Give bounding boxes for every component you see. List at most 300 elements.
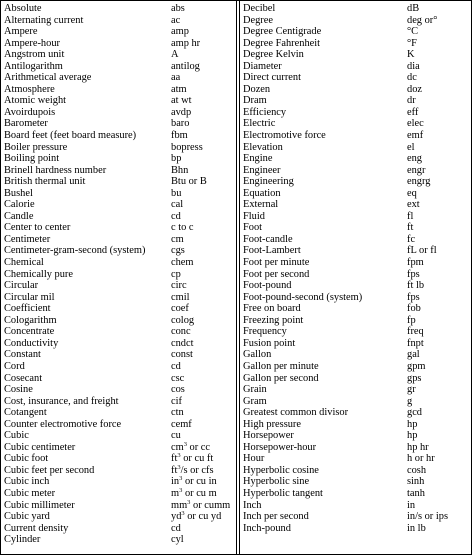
abbreviation-base: antilog <box>171 60 200 72</box>
term-label: Cubic millimeter <box>4 499 75 511</box>
abbreviation-tail: or cu m <box>182 487 217 499</box>
abbreviation-base: dB <box>407 3 420 14</box>
term-label: Horsepower-hour <box>243 441 317 453</box>
table-row <box>1 245 236 257</box>
table-row <box>1 373 236 385</box>
table-row <box>240 442 471 454</box>
table-row <box>1 326 236 338</box>
abbreviation-base: mm <box>171 499 188 511</box>
table-row <box>240 407 471 419</box>
term-label: Cord <box>4 360 25 372</box>
abbreviation <box>171 373 184 385</box>
abbreviation-base: eff <box>407 106 419 118</box>
abbreviation-tail: or cc <box>186 441 211 453</box>
term-label: Concentrate <box>4 326 55 338</box>
term-label: Antilogarithm <box>4 60 63 72</box>
abbreviation-base: m <box>171 487 180 499</box>
abbreviation-base: °F <box>407 37 417 49</box>
table-row <box>1 176 236 188</box>
term-label: Grain <box>243 384 267 396</box>
table-row <box>240 373 471 385</box>
abbreviation <box>171 511 221 523</box>
term-label: Gallon <box>243 349 272 361</box>
abbreviation-base: atm <box>171 83 187 95</box>
term-label: Efficiency <box>243 106 287 118</box>
abbreviation-base: engr <box>407 164 426 176</box>
abbreviation-base: gal <box>407 349 420 361</box>
term-label: Degree Fahrenheit <box>243 37 321 49</box>
abbreviation-base: ft <box>171 453 178 465</box>
term-label: Calorie <box>4 199 35 211</box>
term-label: Foot-pound-second (system) <box>243 291 363 303</box>
term-label: Cubic yard <box>4 511 50 523</box>
table-row <box>1 61 236 73</box>
abbreviation-base: gr <box>407 384 416 396</box>
table-row <box>1 84 236 96</box>
abbreviation <box>407 315 416 327</box>
abbreviation <box>171 130 188 142</box>
abbreviation <box>407 476 424 488</box>
abbreviation <box>407 488 425 500</box>
abbreviation-base: fbm <box>171 130 188 142</box>
abbreviation <box>407 222 413 234</box>
abbreviation-base: emf <box>407 130 424 142</box>
abbreviation <box>171 107 191 119</box>
abbreviation-base: fob <box>407 303 421 315</box>
abbreviation-base: bp <box>171 153 182 165</box>
term-label: Cubic centimeter <box>4 441 76 453</box>
abbreviation <box>407 500 415 512</box>
abbreviation-tail: /s or cfs <box>180 464 214 476</box>
abbreviation-base: cp <box>171 268 181 280</box>
term-label: Elevation <box>243 141 283 153</box>
table-row <box>1 442 236 454</box>
abbreviation-exponent: 3 <box>187 498 191 506</box>
term-label: Counter electromotive force <box>4 418 122 430</box>
term-label: Gram <box>243 395 267 407</box>
term-label: Hour <box>243 453 265 465</box>
abbreviation-base: ft <box>407 222 414 234</box>
abbreviation-exponent: 3 <box>179 475 183 483</box>
abbreviation <box>171 3 185 15</box>
term-label: Circular mil <box>4 291 55 303</box>
term-label: Hyperbolic cosine <box>243 464 319 476</box>
table-row <box>240 15 471 27</box>
term-label: Horsepower <box>243 430 294 442</box>
abbreviation <box>171 315 194 327</box>
term-label: Freezing point <box>243 314 304 326</box>
abbreviation <box>407 442 429 454</box>
abbreviation <box>171 245 185 257</box>
term-label: Direct current <box>243 72 301 84</box>
abbreviation <box>407 95 416 107</box>
abbreviation-base: const <box>171 349 193 361</box>
abbreviation <box>171 26 189 38</box>
term-label: Avoirdupois <box>4 106 56 118</box>
term-label: Foot-Lambert <box>243 245 301 257</box>
abbreviation-base: in/s or ips <box>407 511 448 523</box>
term-label: Hyperbolic sine <box>243 476 310 488</box>
term-label: Gallon per minute <box>243 360 319 372</box>
term-label: Electric <box>243 118 276 130</box>
table-row <box>240 500 471 512</box>
abbreviation <box>171 234 184 246</box>
abbreviation-base: circ <box>171 280 187 292</box>
abbreviation <box>171 211 181 223</box>
abbreviation <box>407 153 422 165</box>
table-row <box>1 107 236 119</box>
abbreviation-base: avdp <box>171 106 192 118</box>
table-row <box>240 61 471 73</box>
abbreviation-base: cd <box>171 210 181 222</box>
term-label: Frequency <box>243 326 287 338</box>
term-label: Equation <box>243 187 281 199</box>
abbreviation-base: engrg <box>407 176 431 188</box>
abbreviation-base: cmil <box>171 291 190 303</box>
abbreviation-base: h or hr <box>407 453 435 465</box>
table-row <box>240 84 471 96</box>
abbreviation <box>407 453 435 465</box>
term-label: Boiler pressure <box>4 141 68 153</box>
table-row <box>240 188 471 200</box>
abbreviation-base: cyl <box>171 534 184 546</box>
abbreviation <box>407 142 415 154</box>
abbreviation <box>171 534 184 546</box>
term-label: Fluid <box>243 210 265 222</box>
table-row <box>1 361 236 373</box>
term-label: Gallon per second <box>243 372 319 384</box>
term-label: Degree Kelvin <box>243 49 304 61</box>
abbreviation <box>171 430 181 442</box>
term-label: Constant <box>4 349 41 361</box>
table-row <box>1 407 236 419</box>
table-row <box>240 142 471 154</box>
abbreviation-base: tanh <box>407 487 425 499</box>
abbreviation-exponent: 3 <box>181 510 185 518</box>
table-row <box>1 476 236 488</box>
term-label: British thermal unit <box>4 176 86 188</box>
abbreviation-base: yd <box>171 511 182 523</box>
term-label: High pressure <box>243 418 302 430</box>
abbreviation-base: Bhn <box>171 164 189 176</box>
abbreviation <box>407 511 448 523</box>
abbreviation <box>171 153 181 165</box>
term-label: Foot-candle <box>243 233 293 245</box>
abbreviation-base: g <box>407 395 413 407</box>
term-label: Degree Centigrade <box>243 26 322 38</box>
term-label: Coefficient <box>4 303 51 315</box>
term-label: Foot per second <box>243 268 310 280</box>
abbreviation <box>407 257 424 269</box>
table-row <box>1 72 236 84</box>
table-row <box>1 199 236 211</box>
abbreviation-base: ctn <box>171 407 184 419</box>
abbreviation <box>171 349 193 361</box>
abbreviation-base: ft lb <box>407 280 425 292</box>
term-label: Atomic weight <box>4 95 67 107</box>
abbreviation <box>171 38 200 50</box>
table-row <box>240 396 471 408</box>
table-row <box>240 95 471 107</box>
abbreviation-base: abs <box>171 3 185 14</box>
abbreviation <box>407 396 412 408</box>
term-label: Fusion point <box>243 337 296 349</box>
table-row <box>1 49 236 61</box>
term-label: Foot <box>243 222 263 234</box>
term-label: Cosecant <box>4 372 43 384</box>
abbreviation <box>407 188 417 200</box>
abbreviation <box>407 269 420 281</box>
abbreviation <box>407 349 420 361</box>
table-row <box>240 257 471 269</box>
abbreviation-base: fc <box>407 233 416 245</box>
abbreviation-base: chem <box>171 257 194 269</box>
abbreviation-base: csc <box>171 372 185 384</box>
table-row <box>1 165 236 177</box>
abbreviation-base: c to c <box>171 222 194 234</box>
abbreviation <box>407 72 417 84</box>
term-label: Circular <box>4 280 39 292</box>
abbreviation <box>171 523 181 535</box>
abbreviation-base: cm <box>171 233 184 245</box>
abbreviation-base: K <box>407 49 415 61</box>
table-row <box>1 396 236 408</box>
table-row <box>1 349 236 361</box>
table-row <box>240 349 471 361</box>
term-label: Barometer <box>4 118 48 130</box>
table-row <box>1 292 236 304</box>
table-row <box>1 419 236 431</box>
abbreviation-base: cosh <box>407 464 427 476</box>
table-row <box>240 384 471 396</box>
abbreviation <box>171 280 187 292</box>
term-label: Greatest common divisor <box>243 407 349 419</box>
term-label: Cubic <box>4 430 29 442</box>
abbreviation-base: el <box>407 141 415 153</box>
abbreviation-base: cemf <box>171 418 192 430</box>
abbreviation <box>407 211 413 223</box>
abbreviation-base: bopress <box>171 141 203 153</box>
abbreviation <box>171 396 182 408</box>
term-label: Angstrom unit <box>4 49 65 61</box>
table-row <box>240 222 471 234</box>
abbreviation-base: eq <box>407 187 417 199</box>
abbreviation <box>171 326 191 338</box>
abbreviation <box>171 199 183 211</box>
abbreviation <box>407 15 437 27</box>
term-label: Inch <box>243 499 262 511</box>
abbreviation-base: deg or° <box>407 14 438 26</box>
abbreviation <box>171 407 184 419</box>
abbreviation-base: amp <box>171 26 189 38</box>
abbreviation <box>171 95 192 107</box>
table-row <box>1 26 236 38</box>
table-row <box>1 303 236 315</box>
table-row <box>1 280 236 292</box>
table-row <box>1 130 236 142</box>
abbreviation-base: ext <box>407 199 420 211</box>
term-label: Cubic feet per second <box>4 464 95 476</box>
table-row <box>240 419 471 431</box>
term-label: Current density <box>4 522 69 534</box>
abbreviation-base: in <box>171 476 180 488</box>
abbreviation-base: colog <box>171 314 195 326</box>
abbreviation-base: gcd <box>407 407 423 419</box>
abbreviation-base: fL or fl <box>407 245 437 257</box>
term-label: Engineering <box>243 176 294 188</box>
table-row <box>240 153 471 165</box>
table-row <box>1 222 236 234</box>
abbreviation <box>171 142 203 154</box>
abbreviation <box>407 199 420 211</box>
term-label: Cost, insurance, and freight <box>4 395 119 407</box>
abbreviation-base: dc <box>407 72 417 84</box>
term-label: Hyperbolic tangent <box>243 487 323 499</box>
abbreviation <box>171 15 180 27</box>
abbreviation <box>171 84 187 96</box>
table-row <box>1 269 236 281</box>
term-label: Engineer <box>243 164 281 176</box>
term-label: Degree <box>243 14 273 26</box>
abbreviation-base: in <box>407 499 416 511</box>
abbreviation <box>171 118 189 130</box>
term-label: Inch per second <box>243 511 309 523</box>
table-row <box>240 326 471 338</box>
table-row <box>1 500 236 512</box>
abbreviation <box>407 176 430 188</box>
term-label: Diameter <box>243 60 282 72</box>
abbreviation <box>407 465 426 477</box>
table-row <box>240 315 471 327</box>
table-row <box>1 338 236 350</box>
abbreviation <box>171 292 189 304</box>
table-row <box>1 95 236 107</box>
abbreviation <box>407 292 420 304</box>
table-row <box>240 338 471 350</box>
abbreviation-exponent: 3 <box>177 463 181 471</box>
abbreviation <box>407 38 417 50</box>
table-row <box>240 465 471 477</box>
table-row <box>240 3 471 15</box>
table-row <box>1 384 236 396</box>
term-label: Foot-pound <box>243 280 292 292</box>
table-row <box>240 292 471 304</box>
table-row <box>1 465 236 477</box>
abbreviation-base: conc <box>171 326 191 338</box>
table-row <box>240 523 471 535</box>
abbreviation-exponent: 3 <box>177 452 181 460</box>
abbreviation <box>171 419 192 431</box>
abbreviation-base: cndct <box>171 337 194 349</box>
abbreviation <box>171 49 179 61</box>
abbreviation-base: ft <box>171 464 178 476</box>
abbreviation-base: in lb <box>407 522 426 534</box>
abbreviation <box>407 3 419 15</box>
abbreviation <box>171 188 181 200</box>
term-label: Cubic meter <box>4 487 56 499</box>
table-row <box>240 72 471 84</box>
table-row <box>240 280 471 292</box>
abbreviation-base: eng <box>407 153 423 165</box>
term-label: Candle <box>4 210 34 222</box>
abbreviation-base: fnpt <box>407 337 424 349</box>
abbreviation-base: cgs <box>171 245 185 257</box>
abbreviation <box>407 384 416 396</box>
term-label: Absolute <box>4 3 42 14</box>
abbreviation <box>171 176 207 188</box>
table-row <box>240 107 471 119</box>
term-label: Cosine <box>4 384 33 396</box>
abbreviation-base: gps <box>407 372 422 384</box>
table-row <box>1 257 236 269</box>
term-label: Centimeter-gram-second (system) <box>4 245 146 257</box>
abbreviation <box>407 61 420 73</box>
term-label: Conductivity <box>4 337 59 349</box>
abbreviation-tail: or cu in <box>182 476 217 488</box>
abbreviation <box>407 245 437 257</box>
table-row <box>1 488 236 500</box>
term-label: Alternating current <box>4 14 84 26</box>
table-row <box>240 269 471 281</box>
table-row <box>1 234 236 246</box>
abbreviation <box>171 222 194 234</box>
abbreviation-base: dr <box>407 95 416 107</box>
abbreviation <box>171 61 200 73</box>
abbreviation-base: fp <box>407 314 416 326</box>
table-row <box>240 165 471 177</box>
abbreviation <box>171 476 217 488</box>
table-row <box>240 176 471 188</box>
term-label: Cubic foot <box>4 453 49 465</box>
term-label: Electromotive force <box>243 130 326 142</box>
abbreviation-base: freq <box>407 326 424 338</box>
abbreviation-base: doz <box>407 83 423 95</box>
term-label: Atmosphere <box>4 83 55 95</box>
term-label: Ampere <box>4 26 38 38</box>
abbreviation <box>171 500 230 512</box>
abbreviation <box>407 303 421 315</box>
abbreviation <box>171 257 194 269</box>
abbreviation-tail: or cumm <box>190 499 231 511</box>
abbreviation-base: fps <box>407 268 420 280</box>
table-row <box>240 476 471 488</box>
abbreviation <box>171 488 217 500</box>
abbreviation <box>407 361 425 373</box>
term-label: Foot per minute <box>243 257 310 269</box>
table-row <box>240 430 471 442</box>
abbreviation-base: cal <box>171 199 184 211</box>
table-row <box>1 315 236 327</box>
abbreviation-base: cd <box>171 522 181 534</box>
abbreviation-base: baro <box>171 118 190 130</box>
abbreviation-base: dia <box>407 60 420 72</box>
term-label: Cologarithm <box>4 314 57 326</box>
abbreviation <box>407 165 425 177</box>
abbreviation <box>407 280 424 292</box>
abbreviation <box>407 234 415 246</box>
table-row <box>1 430 236 442</box>
abbreviation-exponent: 3 <box>179 486 183 494</box>
abbreviation-base: cif <box>171 395 182 407</box>
abbreviation-base: at wt <box>171 95 192 107</box>
abbreviation <box>407 130 423 142</box>
abbreviation-base: cd <box>171 360 181 372</box>
term-label: Boiling point <box>4 153 60 165</box>
abbreviation <box>407 49 415 61</box>
term-label: Board feet (feet board measure) <box>4 130 137 142</box>
abbreviation-base: fps <box>407 291 420 303</box>
term-label: Brinell hardness number <box>4 164 107 176</box>
